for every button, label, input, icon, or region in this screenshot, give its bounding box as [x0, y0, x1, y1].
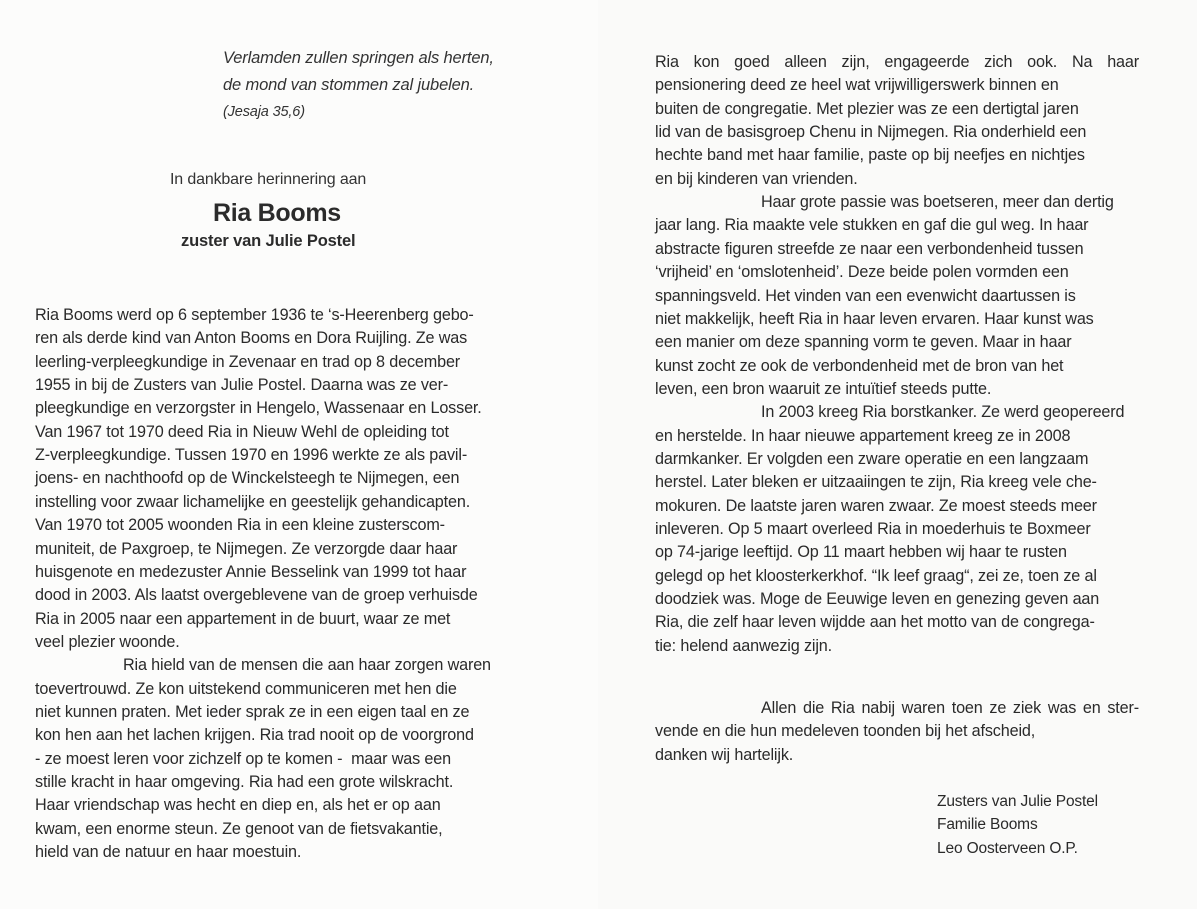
- body-line: abstracte figuren streefde ze naar een verbondenheid tussen: [655, 239, 1084, 258]
- thanks-line: Allen die Ria nabij waren toen ze ziek was en ster-: [761, 699, 1139, 717]
- body-line: Van 1970 tot 2005 woonden Ria in een kleine zusterscom-: [35, 516, 445, 535]
- body-line: een manier om deze spanning vorm te geven. Maar in haar: [655, 333, 1072, 352]
- body-line: toevertrouwd. Ze kon uitstekend communiceren met hen die: [35, 679, 457, 698]
- body-line: ‘vrijheid’ en ‘omslotenheid’. Deze beide polen vormden een: [655, 263, 1069, 282]
- body-line: op 74-jarige leeftijd. Op 11 maart hebben wij haar te rusten: [655, 543, 1067, 562]
- signature-line: Familie Booms: [937, 816, 1038, 834]
- body-line: huisgenote en medezuster Annie Besselink van 1999 tot haar: [35, 562, 467, 581]
- body-line: kwam, een enorme steun. Ze genoot van de fietsvakantie,: [35, 819, 443, 838]
- body-line: Van 1967 tot 1970 deed Ria in Nieuw Wehl de opleiding tot: [35, 422, 449, 441]
- body-line: ren als derde kind van Anton Booms en Dora Ruijling. Ze was: [35, 329, 468, 348]
- body-line: Ria kon goed alleen zijn, engageerde zich ook. Na haar: [655, 53, 1139, 71]
- body-line: niet kunnen praten. Met ieder sprak ze in een eigen taal en ze: [35, 702, 470, 721]
- body-line: inleveren. Op 5 maart overleed Ria in moederhuis te Boxmeer: [655, 520, 1091, 538]
- body-line: leven, een bron waaruit ze intuïtief steeds putte.: [655, 379, 992, 398]
- body-line: instelling voor zwaar lichamelijke en geestelijk gehandicapten.: [35, 492, 471, 511]
- body-line: tie: helend aanwezig zijn.: [655, 636, 832, 655]
- quote-line-1: Verlamden zullen springen als herten,: [223, 49, 494, 67]
- body-line: In 2003 kreeg Ria borstkanker. Ze werd geopereerd: [761, 403, 1125, 422]
- body-line: Z-verpleegkundige. Tussen 1970 en 1996 werkte ze als pavil-: [35, 446, 468, 465]
- body-line: doodziek was. Moge de Eeuwige leven en genezing geven aan: [655, 590, 1100, 609]
- body-line: herstel. Later bleken er uitzaaiingen te zijn, Ria kreeg vele che-: [655, 473, 1097, 492]
- quote-line-2: de mond van stommen zal jubelen.: [223, 76, 475, 94]
- body-line: joens- en nachthoofd op de Winckelsteegh te Nijmegen, een: [35, 469, 460, 488]
- body-line: spanningsveld. Het vinden van een evenwicht daartussen is: [655, 286, 1076, 305]
- body-line: hield van de natuur en haar moestuin.: [35, 843, 302, 862]
- signature-line: Zusters van Julie Postel: [937, 793, 1098, 810]
- body-line: muniteit, de Paxgroep, te Nijmegen. Ze verzorgde daar haar: [35, 539, 458, 558]
- body-line: mokuren. De laatste jaren waren zwaar. Ze moest steeds meer: [655, 496, 1097, 515]
- subtitle: zuster van Julie Postel: [181, 232, 356, 250]
- body-line: 1955 in bij de Zusters van Julie Postel. Daarna was ze ver-: [35, 376, 449, 395]
- body-line: Ria in 2005 naar een appartement in de buurt, waar ze met: [35, 609, 451, 628]
- body-line: Ria Booms werd op 6 september 1936 te ‘s-Heerenberg gebo-: [35, 306, 474, 324]
- intro-text: In dankbare herinnering aan: [170, 171, 367, 188]
- body-line: niet makkelijk, heeft Ria in haar leven ervaren. Haar kunst was: [655, 309, 1094, 328]
- body-line: jaar lang. Ria maakte vele stukken en gaf die gul weg. In haar: [655, 216, 1089, 235]
- body-line: Ria hield van de mensen die aan haar zorgen waren: [123, 656, 491, 675]
- body-line: leerling-verpleegkundige in Zevenaar en trad op 8 december: [35, 352, 461, 371]
- body-line: stille kracht in haar omgeving. Ria had een grote wilskracht.: [35, 773, 454, 791]
- body-line: pleegkundige en verzorgster in Hengelo, Wassenaar en Losser.: [35, 399, 482, 418]
- right-page: [598, 0, 1197, 909]
- body-line: gelegd op het kloosterkerkhof. “Ik leef graag“, zei ze, toen ze al: [655, 566, 1097, 585]
- body-line: buiten de congregatie. Met plezier was ze een dertigtal jaren: [655, 99, 1079, 118]
- body-line: - ze moest leren voor zichzelf op te komen - maar was een: [35, 749, 451, 768]
- body-line: Ria, die zelf haar leven wijdde aan het motto van de congrega-: [655, 613, 1095, 632]
- left-page: [0, 0, 598, 909]
- body-line: veel plezier woonde.: [35, 632, 180, 651]
- quote-reference: (Jesaja 35,6): [223, 104, 305, 120]
- body-line: en herstelde. In haar nieuwe appartement kreeg ze in 2008: [655, 426, 1071, 445]
- thanks-line: danken wij hartelijk.: [655, 745, 794, 764]
- signature-line: Leo Oosterveen O.P.: [937, 839, 1078, 857]
- body-line: lid van de basisgroep Chenu in Nijmegen. Ria onderhield een: [655, 123, 1087, 142]
- body-line: en bij kinderen van vrienden.: [655, 169, 858, 188]
- body-line: Haar grote passie was boetseren, meer dan dertig: [761, 193, 1114, 212]
- body-line: hechte band met haar familie, paste op bij neefjes en nichtjes: [655, 146, 1085, 165]
- body-line: pensionering deed ze heel wat vrijwilligerswerk binnen en: [655, 76, 1059, 95]
- body-line: darmkanker. Er volgden een zware operatie en een langzaam: [655, 449, 1089, 468]
- deceased-name: Ria Booms: [213, 199, 341, 227]
- body-line: Haar vriendschap was hecht en diep en, als het er op aan: [35, 796, 441, 815]
- thanks-line: vende en die hun medeleven toonden bij het afscheid,: [655, 722, 1036, 741]
- body-line: kunst zocht ze ook de verbondenheid met de bron van het: [655, 356, 1064, 375]
- body-line: dood in 2003. Als laatst overgeblevene van de groep verhuisde: [35, 586, 478, 605]
- body-line: kon hen aan het lachen krijgen. Ria trad nooit op de voorgrond: [35, 726, 474, 745]
